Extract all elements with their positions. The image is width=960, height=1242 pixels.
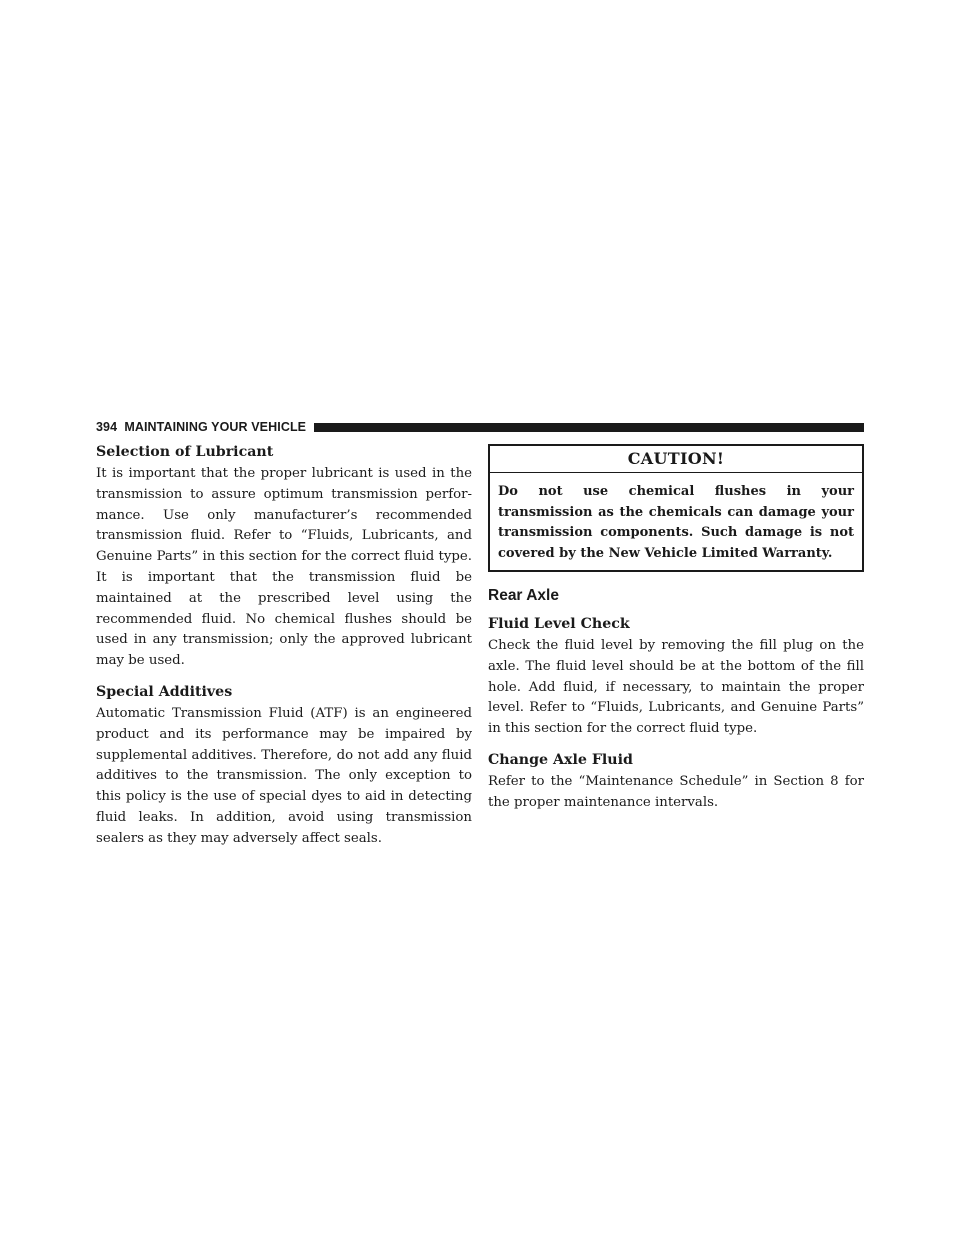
change-axle-fluid-heading: Change Axle Fluid: [488, 751, 633, 768]
rear-axle-heading: Rear Axle: [488, 587, 559, 604]
left-column: [96, 442, 472, 860]
page-number: 394: [96, 420, 118, 434]
special-additives-body: Automatic Transmission Fluid (ATF) is an engineered product and its performance may be impaired by supplemental additives. Therefore, do not add any fluid additives to the transmission. The only exception to this policy is the use of special dyes to aid in detecting fluid leaks. In addition, avoid using transmission sealers as they may adversely affect seals.: [96, 705, 472, 846]
header-rule: [314, 423, 864, 432]
selection-of-lubricant-heading: Selection of Lubricant: [96, 444, 274, 460]
section-title: MAINTAINING YOUR VEHICLE: [124, 420, 307, 434]
caution-title: CAUTION!: [490, 446, 862, 473]
caution-box: [488, 444, 864, 572]
fluid-level-check-heading: Fluid Level Check: [488, 616, 630, 632]
page-header-text: [96, 420, 314, 434]
page-header: [96, 419, 864, 435]
fluid-level-check-body: Check the fluid level by removing the fill plug on the axle. The fluid level should be at the bottom of the fill hole. Add fluid, if necessary, to maintain the proper level. Refer to “Fluids, Lubricants, and Genuine Parts” in this section for the correct fluid type.: [488, 638, 864, 737]
selection-of-lubricant-body: It is important that the proper lubricant is used in the transmission to assure optimum transmission performance. Use only manufacturer’s recommended transmission fluid. Refer to “Fluids, Lubricants, and Genuine Parts” in this section for the correct fluid type. It is important that the transmission fluid be maintained at the prescribed level using the recommended fluid. No chemical flushes should be used in any transmission; only the approved lubricant may be used.: [96, 466, 472, 669]
right-column: [488, 442, 864, 824]
special-additives-heading: Special Additives: [96, 683, 233, 700]
change-axle-fluid-body: Refer to the “Maintenance Schedule” in Section 8 for the proper maintenance intervals.: [488, 773, 864, 810]
caution-body: Do not use chemical flushes in your transmission as the chemicals can damage your transmission components. Such damage is not covered by the New Vehicle Limited Warranty.: [498, 484, 854, 561]
